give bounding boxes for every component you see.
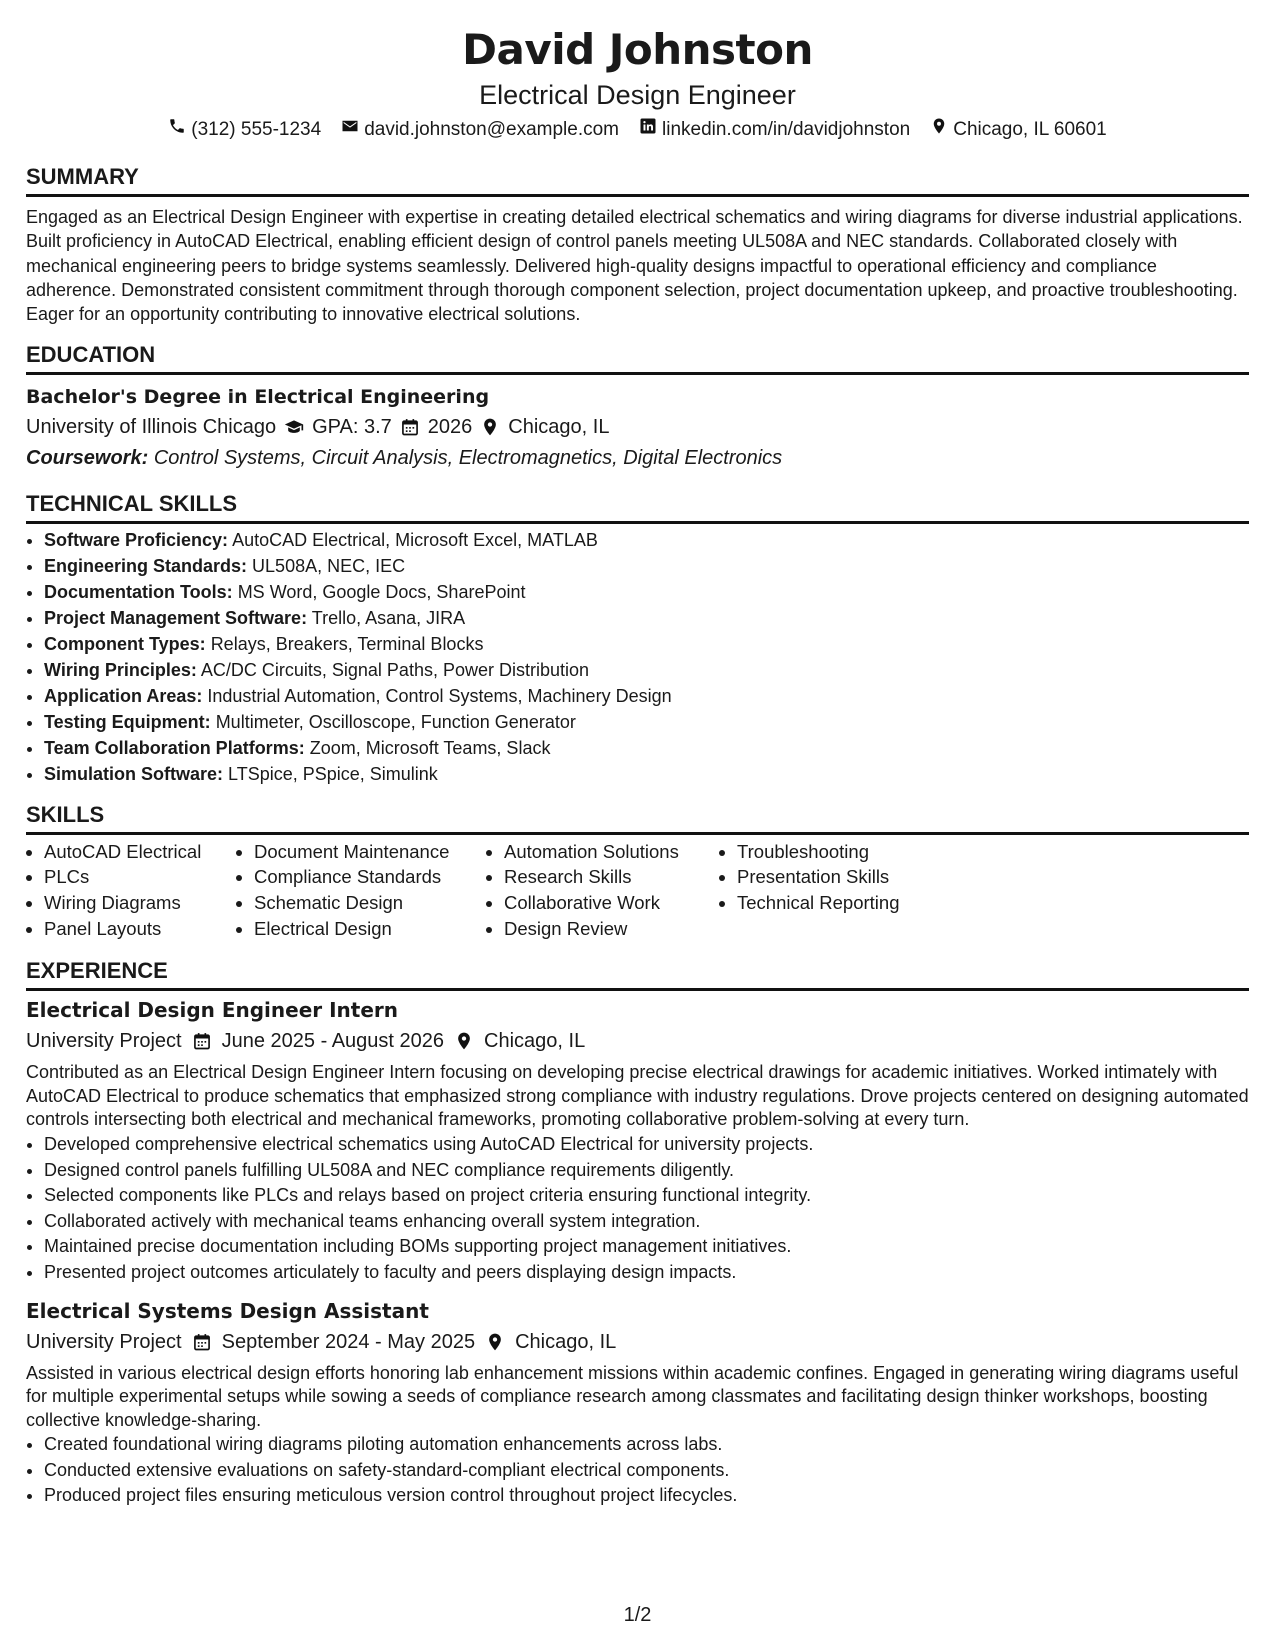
phone-icon [168,116,186,144]
map-pin-icon [444,1031,484,1051]
contact-phone [168,116,321,144]
list-item: • Troubleshooting [737,839,997,865]
section-divider [26,372,1249,375]
list-item: • Design Review [504,916,719,942]
skill-label: Project Management Software: [44,608,308,629]
contact-email[interactable] [341,116,619,144]
skill-value: Industrial Automation, Control Systems, Machinery Design [207,685,672,706]
list-item [44,684,1249,710]
skill-label: Simulation Software: [44,763,224,784]
list-item: • Presented project outcomes articulately to faculty and peers displaying design impacts. [44,1260,1249,1286]
linkedin-icon [639,116,657,144]
list-item: • Compliance Standards [254,864,486,890]
phone-text: (312) 555-1234 [191,119,322,140]
list-item: • Maintained precise documentation including BOMs supporting project management initiatives. [44,1234,1249,1260]
linkedin-text[interactable]: linkedin.com/in/davidjohnston [662,119,911,140]
list-item: • Research Skills [504,864,719,890]
list-item: • Document Maintenance [254,839,486,865]
list-item [44,580,1249,606]
technical-skills-section [26,489,1249,787]
experience-entry [26,995,1249,1285]
job-location: Chicago, IL [484,1030,586,1053]
skill-value: LTSpice, PSpice, Simulink [228,763,438,784]
section-heading: SKILLS [26,801,105,827]
education-location: Chicago, IL [508,416,610,439]
list-item [44,762,1249,788]
list-item [44,736,1249,762]
job-title: Electrical Systems Design Assistant [26,1298,429,1323]
list-item: • Presentation Skills [737,864,997,890]
section-divider [26,988,1249,991]
job-location: Chicago, IL [515,1330,617,1353]
job-organization: University Project [26,1330,182,1353]
list-item [44,606,1249,632]
resume-header [26,24,1249,144]
list-item: • Conducted extensive evaluations on safety-standard-compliant electrical components. [44,1458,1249,1484]
section-divider [26,832,1249,835]
calendar-icon [182,1031,222,1051]
summary-section [26,162,1249,326]
list-item: • Schematic Design [254,890,486,916]
list-item: • Electrical Design [254,916,486,942]
list-item: • Produced project files ensuring meticulous version control throughout project lifecycles. [44,1483,1249,1509]
skill-value: Trello, Asana, JIRA [311,608,466,629]
section-divider [26,194,1249,197]
list-item: • Designed control panels fulfilling UL508A and NEC compliance requirements diligently. [44,1158,1249,1184]
education-meta [26,411,1249,443]
job-dates: September 2024 - May 2025 [221,1330,476,1353]
section-heading: EDUCATION [26,342,156,368]
page-number: 1/2 [623,1604,652,1626]
envelope-icon [341,116,359,144]
list-item: • AutoCAD Electrical [44,839,236,865]
skill-label: Engineering Standards: [44,556,248,577]
section-heading: EXPERIENCE [26,958,168,984]
skill-value: Zoom, Microsoft Teams, Slack [309,737,551,758]
job-title: Electrical Design Engineer Intern [26,998,399,1023]
section-heading: SUMMARY [26,164,139,189]
skill-value: Multimeter, Oscilloscope, Function Generator [215,711,576,732]
list-item [44,632,1249,658]
experience-entry [26,1296,1249,1510]
skills-grid [26,839,1249,943]
list-item: • Collaborated actively with mechanical teams enhancing overall system integration. [44,1209,1249,1235]
calendar-icon [182,1332,222,1352]
calendar-icon [392,417,428,437]
skill-value: AutoCAD Electrical, Microsoft Excel, MATLAB [232,530,598,551]
job-dates: June 2025 - August 2026 [221,1030,445,1053]
list-item: • PLCs [44,864,236,890]
skill-value: AC/DC Circuits, Signal Paths, Power Distribution [200,660,590,681]
job-meta [26,1326,1249,1358]
skill-label: Component Types: [44,634,206,655]
list-item: • Wiring Diagrams [44,890,236,916]
list-item [44,554,1249,580]
gpa-text: GPA: 3.7 [312,416,392,439]
skill-label: Software Proficiency: [44,530,229,551]
map-pin-icon [930,116,948,144]
contact-location [930,116,1107,144]
skills-section [26,800,1249,943]
summary-text: Engaged as an Electrical Design Engineer with expertise in creating detailed electrical schematics and wiring diagrams for diverse industrial applications. Built proficiency in AutoCAD Electrical, enabling efficient design of control panels meeting UL508A and NEC standards. Collaborated closely with mechanical engineering peers to bridge systems seamlessly. Delivered high-quality designs impactful to operational efficiency and compliance adherence. Demonstrated consistent commitment through thorough component selection, project documentation upkeep, and proactive troubleshooting. Eager for an opportunity contributing to innovative electrical solutions. [26,207,1243,325]
graduation-cap-icon [276,417,312,437]
map-pin-icon [475,1332,515,1352]
candidate-title: Electrical Design Engineer [479,80,796,110]
degree-title: Bachelor's Degree in Electrical Engineering [26,386,490,409]
skill-label: Testing Equipment: [44,711,211,732]
skill-label: Application Areas: [44,685,203,706]
list-item [44,658,1249,684]
education-section [26,340,1249,473]
list-item [44,528,1249,554]
contact-row [26,116,1249,144]
school-name: University of Illinois Chicago [26,416,277,439]
job-bullets [26,1432,1249,1509]
email-text[interactable]: david.johnston@example.com [364,119,619,140]
technical-skills-list [26,528,1249,787]
list-item: • Panel Layouts [44,916,236,942]
coursework-label: Coursework: [26,447,149,470]
skill-label: Wiring Principles: [44,660,197,681]
graduation-year: 2026 [427,416,473,439]
job-meta [26,1025,1249,1057]
list-item: • Developed comprehensive electrical schematics using AutoCAD Electrical for university projects. [44,1132,1249,1158]
list-item [44,710,1249,736]
list-item: • Technical Reporting [737,890,997,916]
coursework-list: Control Systems, Circuit Analysis, Electromagnetics, Digital Electronics [153,447,783,470]
section-heading: TECHNICAL SKILLS [26,491,238,517]
skills-column [26,839,236,943]
skill-value: MS Word, Google Docs, SharePoint [237,582,526,603]
job-bullets [26,1132,1249,1286]
skills-column [486,839,719,943]
list-item: • Selected components like PLCs and relays based on project criteria ensuring functional integrity. [44,1183,1249,1209]
contact-linkedin[interactable] [639,116,910,144]
skills-column [236,839,486,943]
skill-label: Documentation Tools: [44,582,233,603]
list-item: • Automation Solutions [504,839,719,865]
job-description: Assisted in various electrical design efforts honoring lab enhancement missions within academic confines. Engaged in generating wiring diagrams useful for multiple experimental setups while sowing a seeds of compliance research among classmates and facilitating design thinker workshops, boosting collective knowledge-sharing. [26,1362,1239,1430]
location-text: Chicago, IL 60601 [953,119,1107,140]
candidate-name: David Johnston [462,25,813,74]
coursework-line [26,443,1249,473]
skill-value: Relays, Breakers, Terminal Blocks [210,634,484,655]
skill-value: UL508A, NEC, IEC [252,556,406,577]
skill-label: Team Collaboration Platforms: [44,737,305,758]
experience-section [26,956,1249,1509]
map-pin-icon [472,417,508,437]
job-description: Contributed as an Electrical Design Engineer Intern focusing on developing precise electrical drawings for academic initiatives. Worked intimately with AutoCAD Electrical to produce schematics that emphasized strong compliance with industry regulations. Drove projects centered on designing automated controls intersecting both electrical and mechanical frameworks, promoting collaborative problem-solving at every turn. [26,1062,1249,1130]
list-item: • Collaborative Work [504,890,719,916]
job-organization: University Project [26,1030,182,1053]
skills-column [719,839,997,943]
list-item: • Created foundational wiring diagrams piloting automation enhancements across labs. [44,1432,1249,1458]
section-divider [26,521,1249,524]
